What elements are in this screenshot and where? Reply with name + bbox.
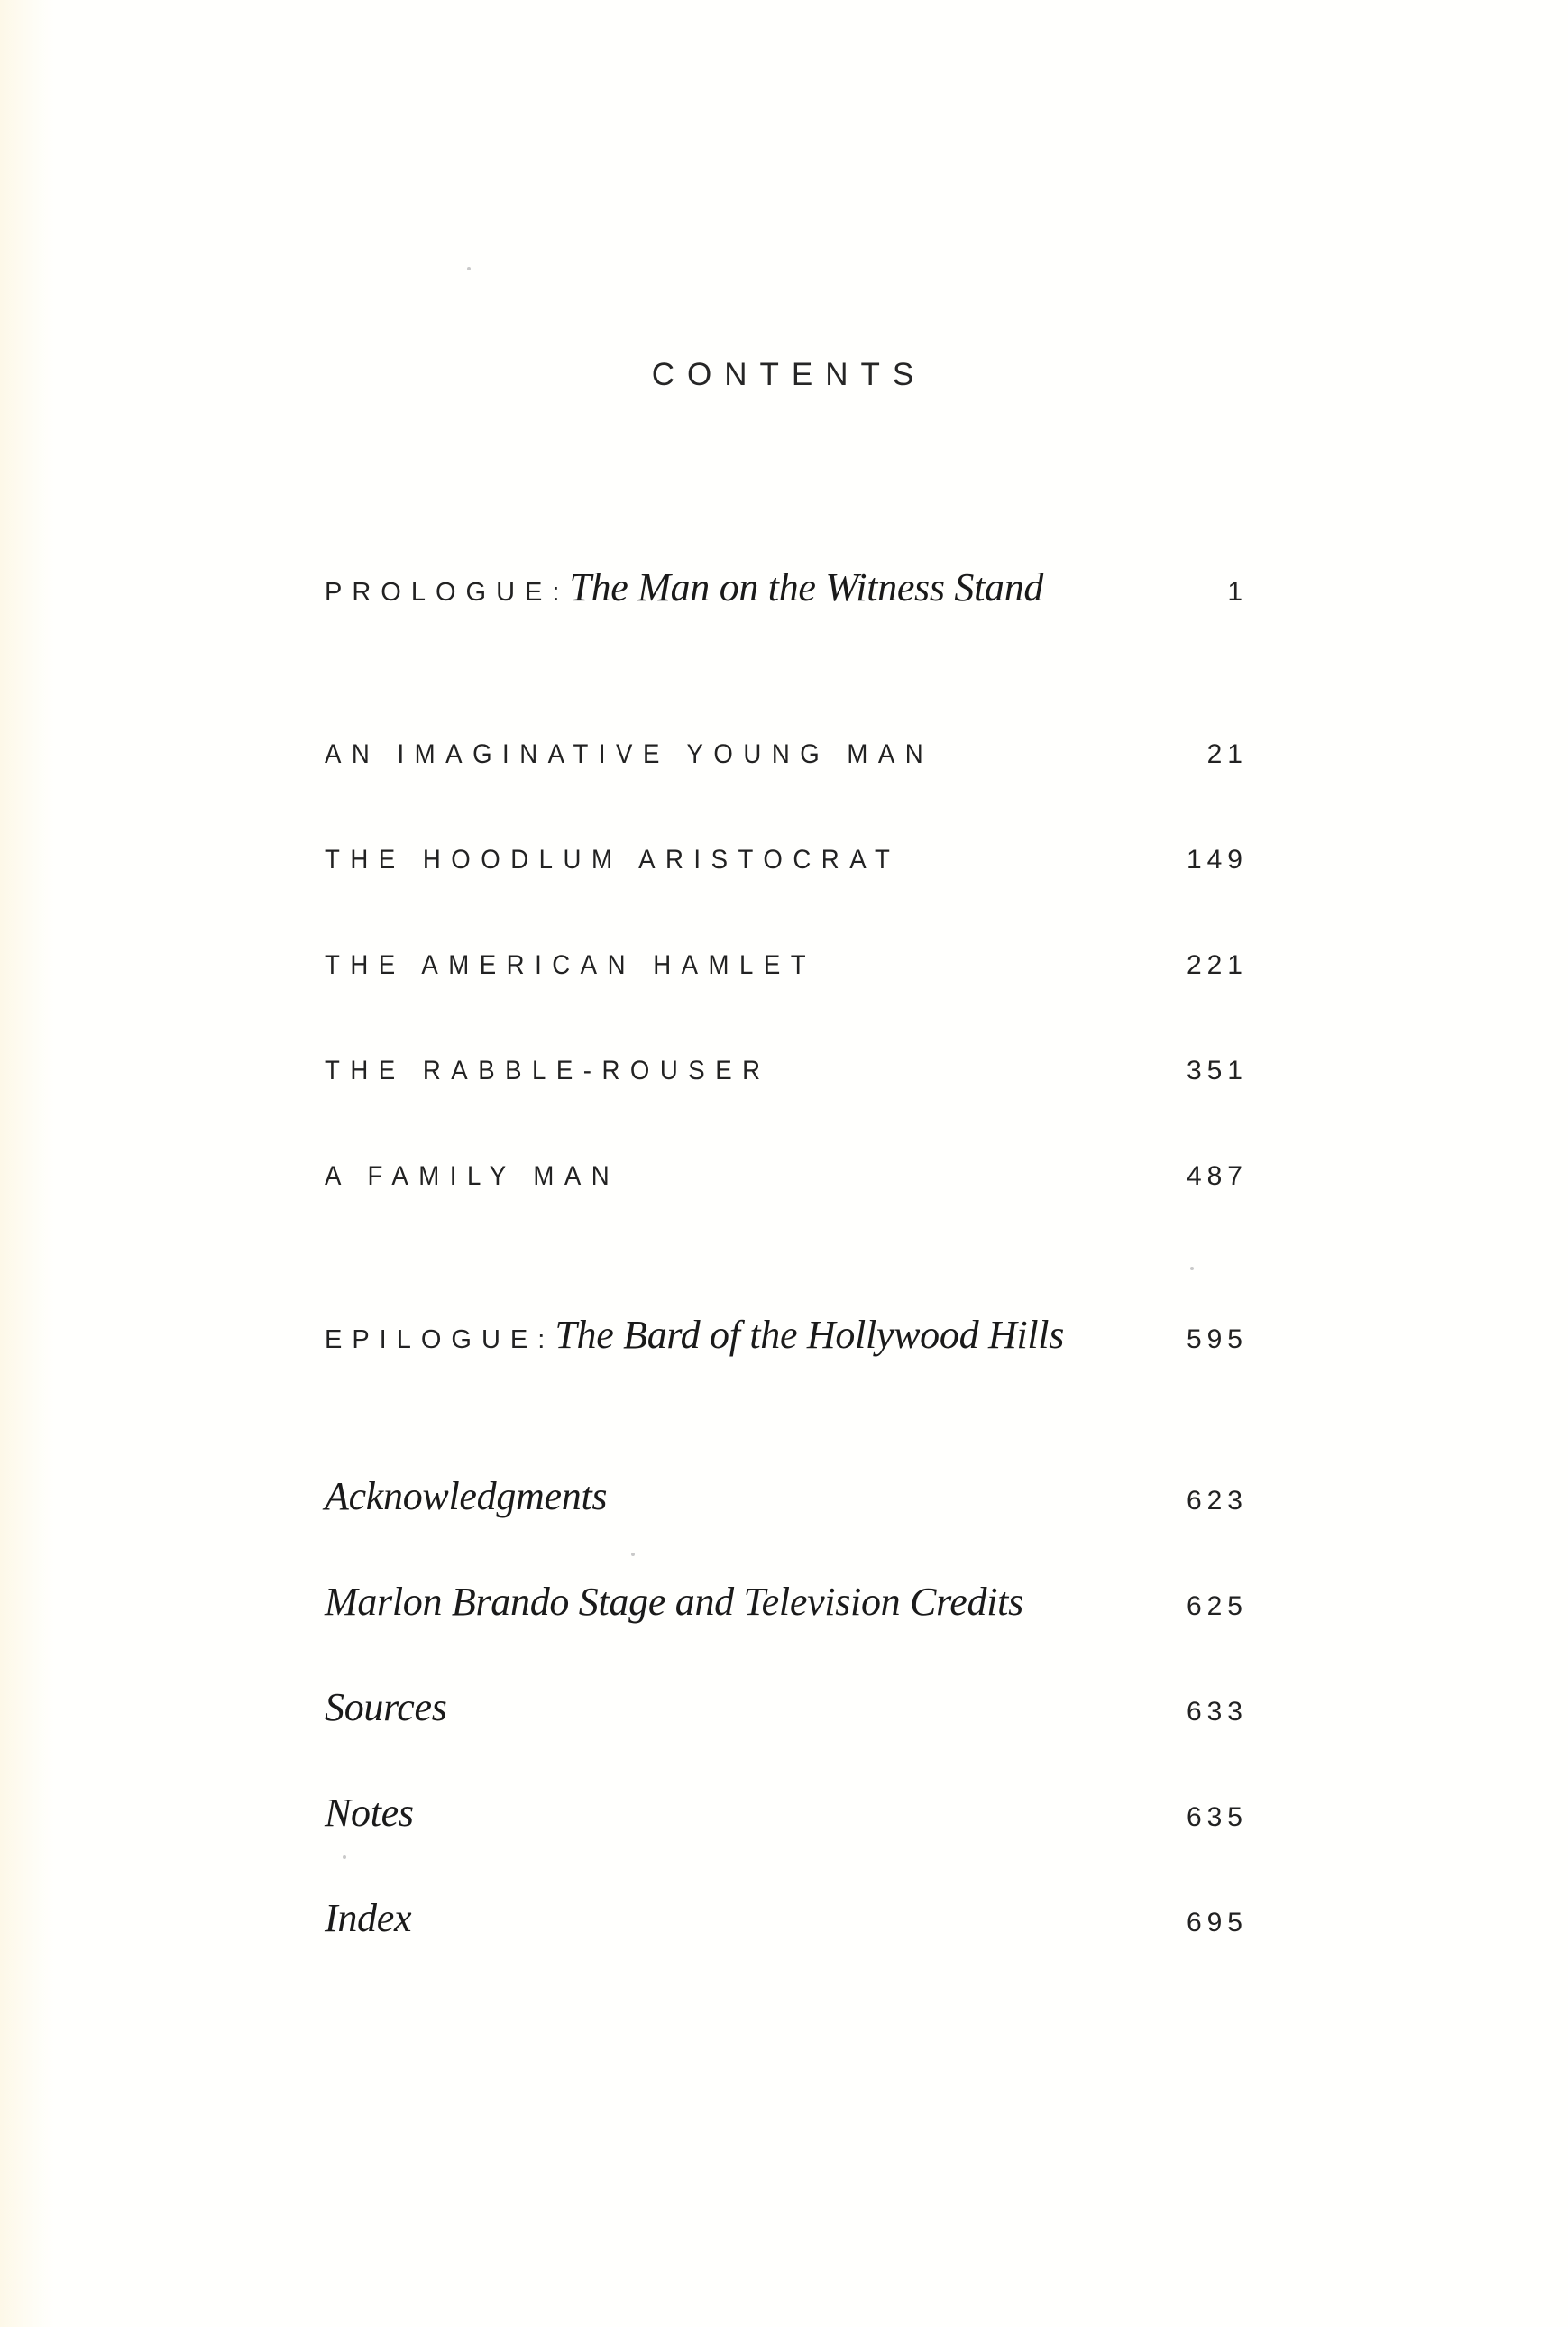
toc-entry-part[interactable]	[325, 845, 1248, 875]
back-matter-title: Index	[325, 1896, 412, 1940]
toc-entry-back-matter[interactable]	[325, 1473, 1248, 1519]
epilogue-title: The Bard of the Hollywood Hills	[555, 1313, 1065, 1357]
part-title: AN IMAGINATIVE YOUNG MAN	[325, 739, 934, 769]
page-number: 21	[1206, 739, 1248, 769]
back-matter-title: Notes	[325, 1791, 414, 1835]
page-number: 623	[1186, 1486, 1248, 1516]
toc-entry-part[interactable]	[325, 950, 1248, 981]
scan-speck	[631, 1553, 635, 1556]
scan-speck	[1190, 1267, 1194, 1270]
page-number: 351	[1186, 1056, 1248, 1086]
page-number: 625	[1186, 1591, 1248, 1621]
prologue-title: The Man on the Witness Stand	[569, 565, 1044, 609]
part-title: THE RABBLE-ROUSER	[325, 1056, 771, 1086]
toc-entry-part[interactable]	[325, 1161, 1248, 1192]
page-number: 149	[1186, 845, 1248, 875]
toc-entry-back-matter[interactable]	[325, 1579, 1248, 1625]
scan-speck	[467, 267, 471, 270]
page-number: 635	[1186, 1802, 1248, 1832]
back-matter-title: Sources	[325, 1685, 447, 1729]
page-title: CONTENTS	[651, 357, 927, 392]
part-title: A FAMILY MAN	[325, 1161, 620, 1191]
back-matter-title: Acknowledgments	[325, 1474, 608, 1518]
part-title: THE AMERICAN HAMLET	[325, 950, 817, 980]
toc-entry-part[interactable]	[325, 739, 1248, 770]
page-number: 221	[1186, 950, 1248, 980]
page-number: 487	[1186, 1161, 1248, 1191]
page-number: 695	[1186, 1908, 1248, 1938]
prologue-label: PROLOGUE:	[325, 578, 570, 607]
page-number: 595	[1186, 1324, 1248, 1354]
page-number: 1	[1227, 577, 1248, 607]
scan-speck	[343, 1855, 346, 1859]
toc-entry-back-matter[interactable]	[325, 1895, 1248, 1941]
part-title: THE HOODLUM ARISTOCRAT	[325, 845, 901, 875]
back-matter-title: Marlon Brando Stage and Television Credits	[325, 1580, 1023, 1624]
toc-entry-back-matter[interactable]	[325, 1790, 1248, 1836]
page-number: 633	[1186, 1697, 1248, 1727]
toc-entry-epilogue[interactable]	[325, 1312, 1248, 1358]
toc-entry-back-matter[interactable]	[325, 1684, 1248, 1730]
epilogue-label: EPILOGUE:	[325, 1325, 555, 1354]
entry-text	[325, 1312, 1064, 1358]
toc-entry-part[interactable]	[325, 1056, 1248, 1086]
page-edge-shading	[0, 0, 54, 2327]
entry-text	[325, 564, 1043, 610]
toc-entry-prologue[interactable]	[325, 564, 1248, 610]
